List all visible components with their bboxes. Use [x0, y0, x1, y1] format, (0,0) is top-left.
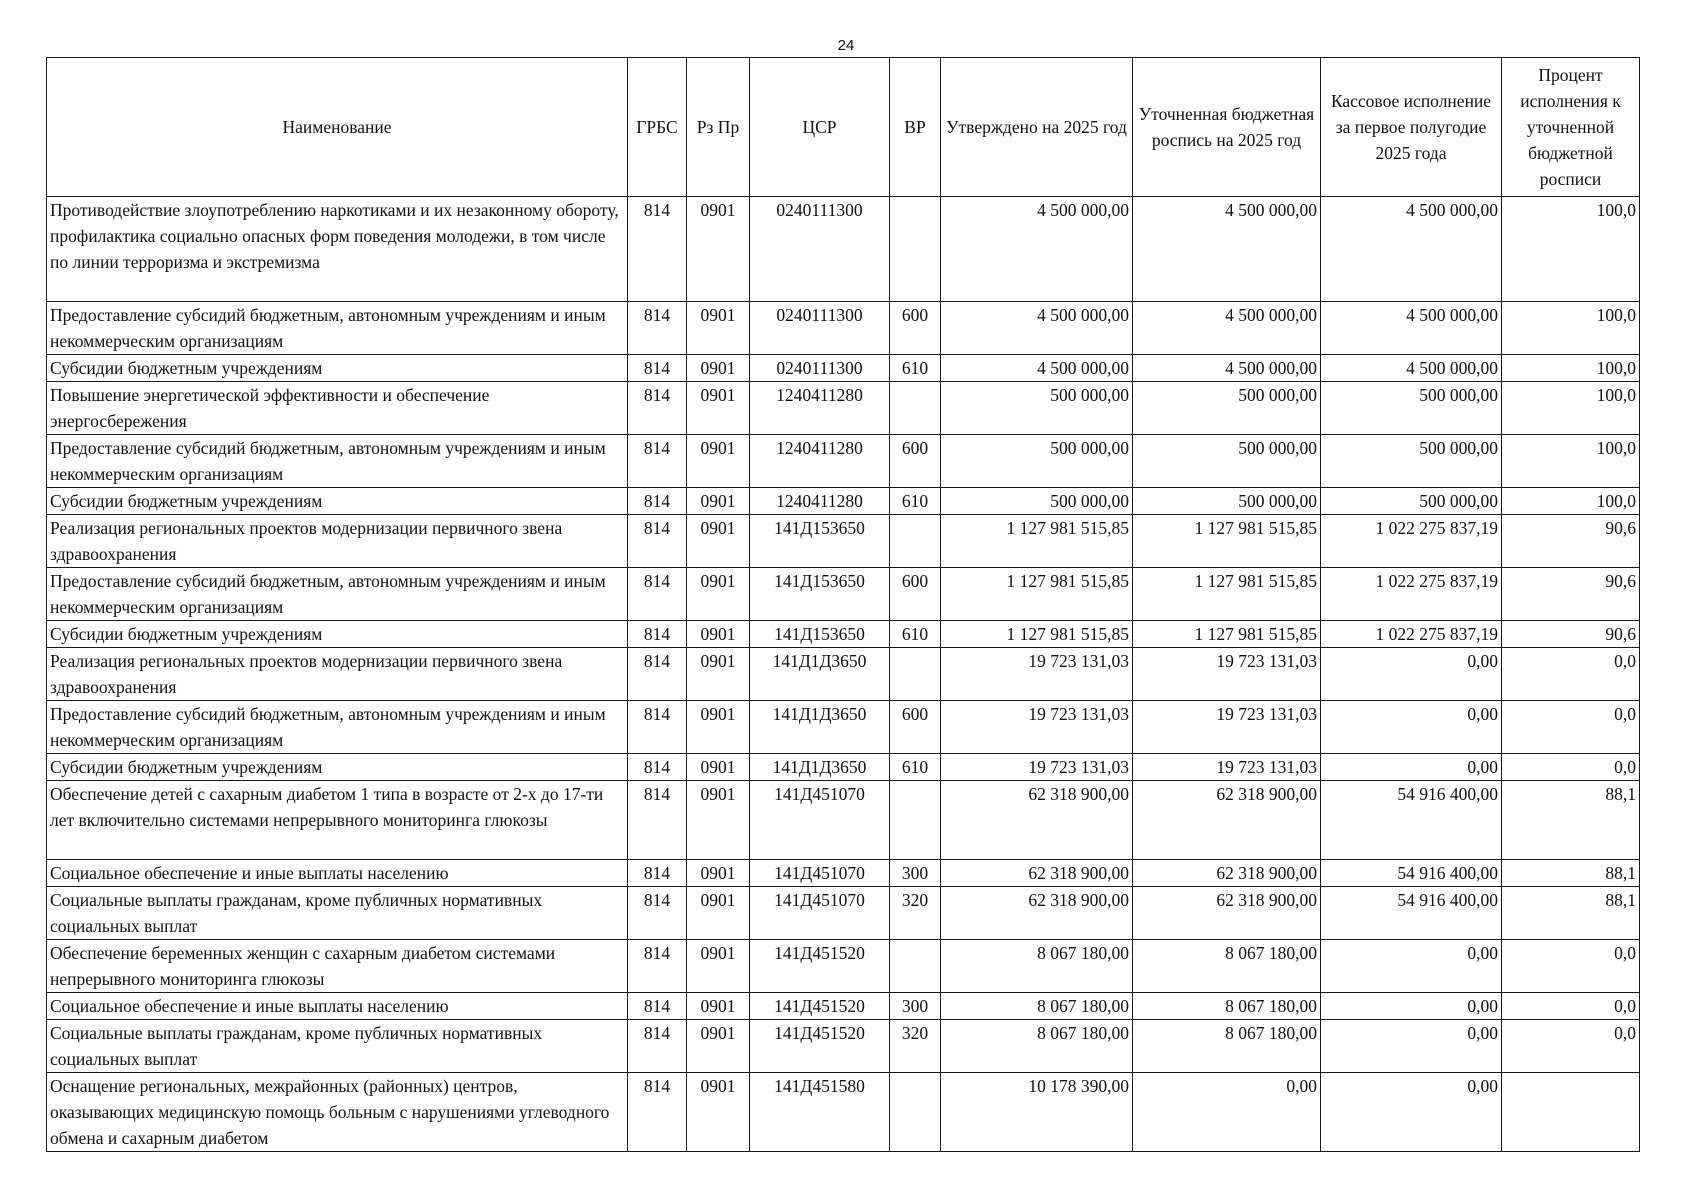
- table-row: [47, 754, 1640, 781]
- cell-name: Социальные выплаты гражданам, кроме публичных нормативных социальных выплат: [47, 887, 628, 940]
- cell-approved: 19 723 131,03: [941, 701, 1133, 754]
- cell-rzpr: 0901: [687, 887, 750, 940]
- cell-name: Повышение энергетической эффективности и обеспечение энергосбережения: [47, 382, 628, 435]
- cell-refined: 500 000,00: [1133, 488, 1321, 515]
- cell-approved: 1 127 981 515,85: [941, 568, 1133, 621]
- table-row: [47, 382, 1640, 435]
- cell-executed: 500 000,00: [1321, 488, 1502, 515]
- cell-vr: 300: [890, 860, 941, 887]
- cell-approved: 19 723 131,03: [941, 648, 1133, 701]
- cell-percent: 88,1: [1502, 887, 1640, 940]
- table-row: [47, 887, 1640, 940]
- cell-name: Предоставление субсидий бюджетным, автономным учреждениям и иным некоммерческим организациям: [47, 701, 628, 754]
- cell-csr: 1240411280: [750, 382, 890, 435]
- cell-csr: 141Д153650: [750, 568, 890, 621]
- cell-grbs: 814: [628, 1020, 687, 1073]
- cell-percent: 100,0: [1502, 197, 1640, 302]
- header-rzpr: Рз Пр: [687, 58, 750, 197]
- cell-vr: [890, 1073, 941, 1152]
- header-csr: ЦСР: [750, 58, 890, 197]
- cell-executed: 0,00: [1321, 701, 1502, 754]
- cell-approved: 500 000,00: [941, 488, 1133, 515]
- cell-grbs: 814: [628, 435, 687, 488]
- cell-vr: [890, 940, 941, 993]
- table-body: [47, 197, 1640, 1152]
- cell-percent: [1502, 1073, 1640, 1152]
- cell-executed: 1 022 275 837,19: [1321, 515, 1502, 568]
- cell-grbs: 814: [628, 1073, 687, 1152]
- cell-percent: 0,0: [1502, 1020, 1640, 1073]
- cell-vr: 610: [890, 754, 941, 781]
- cell-vr: 610: [890, 621, 941, 648]
- cell-refined: 4 500 000,00: [1133, 197, 1321, 302]
- table-row: [47, 568, 1640, 621]
- cell-name: Субсидии бюджетным учреждениям: [47, 621, 628, 648]
- cell-name: Субсидии бюджетным учреждениям: [47, 355, 628, 382]
- cell-percent: 0,0: [1502, 940, 1640, 993]
- cell-csr: 141Д451070: [750, 781, 890, 860]
- table-row: [47, 197, 1640, 302]
- cell-name: Предоставление субсидий бюджетным, автономным учреждениям и иным некоммерческим организациям: [47, 568, 628, 621]
- cell-csr: 141Д451520: [750, 993, 890, 1020]
- cell-csr: 141Д451580: [750, 1073, 890, 1152]
- table-row: [47, 1073, 1640, 1152]
- cell-csr: 1240411280: [750, 435, 890, 488]
- cell-rzpr: 0901: [687, 435, 750, 488]
- table-row: [47, 648, 1640, 701]
- cell-rzpr: 0901: [687, 621, 750, 648]
- cell-executed: 0,00: [1321, 940, 1502, 993]
- cell-refined: 4 500 000,00: [1133, 355, 1321, 382]
- cell-grbs: 814: [628, 382, 687, 435]
- cell-executed: 54 916 400,00: [1321, 860, 1502, 887]
- table-row: [47, 355, 1640, 382]
- cell-name: Обеспечение беременных женщин с сахарным диабетом системами непрерывного мониторинга глюкозы: [47, 940, 628, 993]
- cell-refined: 500 000,00: [1133, 382, 1321, 435]
- cell-name: Противодействие злоупотреблению наркотиками и их незаконному обороту, профилактика социально опасных форм поведения молодежи, в том числе по линии терроризма и экстремизма: [47, 197, 628, 302]
- cell-executed: 500 000,00: [1321, 435, 1502, 488]
- cell-rzpr: 0901: [687, 355, 750, 382]
- cell-rzpr: 0901: [687, 940, 750, 993]
- cell-csr: 141Д451070: [750, 860, 890, 887]
- cell-vr: 600: [890, 568, 941, 621]
- cell-name: Социальное обеспечение и иные выплаты населению: [47, 993, 628, 1020]
- cell-vr: [890, 781, 941, 860]
- cell-refined: 4 500 000,00: [1133, 302, 1321, 355]
- header-name: Наименование: [47, 58, 628, 197]
- cell-rzpr: 0901: [687, 860, 750, 887]
- cell-grbs: 814: [628, 701, 687, 754]
- cell-executed: 1 022 275 837,19: [1321, 621, 1502, 648]
- cell-percent: 90,6: [1502, 621, 1640, 648]
- cell-approved: 4 500 000,00: [941, 302, 1133, 355]
- cell-csr: 141Д451070: [750, 887, 890, 940]
- cell-approved: 500 000,00: [941, 435, 1133, 488]
- cell-approved: 1 127 981 515,85: [941, 515, 1133, 568]
- table-header: [47, 58, 1640, 197]
- cell-percent: 88,1: [1502, 781, 1640, 860]
- cell-csr: 1240411280: [750, 488, 890, 515]
- cell-executed: 500 000,00: [1321, 382, 1502, 435]
- cell-vr: 610: [890, 355, 941, 382]
- header-approved: Утверждено на 2025 год: [941, 58, 1133, 197]
- cell-refined: 62 318 900,00: [1133, 781, 1321, 860]
- cell-executed: 54 916 400,00: [1321, 887, 1502, 940]
- cell-percent: 100,0: [1502, 382, 1640, 435]
- cell-refined: 62 318 900,00: [1133, 887, 1321, 940]
- cell-percent: 0,0: [1502, 648, 1640, 701]
- table-row: [47, 515, 1640, 568]
- cell-grbs: 814: [628, 355, 687, 382]
- cell-executed: 0,00: [1321, 1073, 1502, 1152]
- table-row: [47, 940, 1640, 993]
- cell-approved: 500 000,00: [941, 382, 1133, 435]
- cell-csr: 0240111300: [750, 197, 890, 302]
- cell-rzpr: 0901: [687, 197, 750, 302]
- table-row: [47, 701, 1640, 754]
- cell-rzpr: 0901: [687, 1073, 750, 1152]
- cell-percent: 0,0: [1502, 754, 1640, 781]
- cell-csr: 141Д1Д3650: [750, 701, 890, 754]
- cell-grbs: 814: [628, 568, 687, 621]
- cell-refined: 19 723 131,03: [1133, 701, 1321, 754]
- cell-name: Субсидии бюджетным учреждениям: [47, 488, 628, 515]
- cell-percent: 100,0: [1502, 355, 1640, 382]
- cell-refined: 1 127 981 515,85: [1133, 515, 1321, 568]
- cell-vr: 320: [890, 887, 941, 940]
- cell-vr: [890, 515, 941, 568]
- cell-approved: 8 067 180,00: [941, 1020, 1133, 1073]
- table-row: [47, 993, 1640, 1020]
- cell-percent: 90,6: [1502, 568, 1640, 621]
- cell-approved: 19 723 131,03: [941, 754, 1133, 781]
- cell-name: Социальное обеспечение и иные выплаты населению: [47, 860, 628, 887]
- cell-approved: 1 127 981 515,85: [941, 621, 1133, 648]
- cell-refined: 500 000,00: [1133, 435, 1321, 488]
- cell-executed: 0,00: [1321, 648, 1502, 701]
- cell-executed: 4 500 000,00: [1321, 302, 1502, 355]
- cell-rzpr: 0901: [687, 754, 750, 781]
- cell-executed: 0,00: [1321, 754, 1502, 781]
- header-grbs: ГРБС: [628, 58, 687, 197]
- table-row: [47, 621, 1640, 648]
- cell-approved: 8 067 180,00: [941, 993, 1133, 1020]
- cell-name: Реализация региональных проектов модернизации первичного звена здравоохранения: [47, 648, 628, 701]
- cell-rzpr: 0901: [687, 568, 750, 621]
- cell-percent: 88,1: [1502, 860, 1640, 887]
- page-number: 24: [837, 37, 855, 54]
- header-percent: Процент исполнения к уточненной бюджетной росписи: [1502, 58, 1640, 197]
- cell-csr: 0240111300: [750, 355, 890, 382]
- cell-grbs: 814: [628, 515, 687, 568]
- cell-grbs: 814: [628, 621, 687, 648]
- cell-rzpr: 0901: [687, 488, 750, 515]
- table-row: [47, 1020, 1640, 1073]
- cell-csr: 141Д153650: [750, 515, 890, 568]
- cell-csr: 0240111300: [750, 302, 890, 355]
- cell-refined: 8 067 180,00: [1133, 940, 1321, 993]
- cell-vr: 600: [890, 435, 941, 488]
- table-row: [47, 488, 1640, 515]
- cell-refined: 1 127 981 515,85: [1133, 621, 1321, 648]
- cell-executed: 0,00: [1321, 1020, 1502, 1073]
- cell-name: Обеспечение детей с сахарным диабетом 1 типа в возрасте от 2-х до 17-ти лет включительно системами непрерывного мониторинга глюкозы: [47, 781, 628, 860]
- cell-rzpr: 0901: [687, 515, 750, 568]
- cell-vr: 600: [890, 701, 941, 754]
- cell-refined: 19 723 131,03: [1133, 648, 1321, 701]
- cell-csr: 141Д451520: [750, 1020, 890, 1073]
- table-row: [47, 302, 1640, 355]
- cell-rzpr: 0901: [687, 701, 750, 754]
- table-row: [47, 435, 1640, 488]
- header-row: [47, 58, 1640, 197]
- cell-rzpr: 0901: [687, 993, 750, 1020]
- cell-percent: 100,0: [1502, 302, 1640, 355]
- cell-executed: 54 916 400,00: [1321, 781, 1502, 860]
- cell-grbs: 814: [628, 648, 687, 701]
- cell-name: Субсидии бюджетным учреждениям: [47, 754, 628, 781]
- cell-approved: 4 500 000,00: [941, 197, 1133, 302]
- cell-rzpr: 0901: [687, 781, 750, 860]
- cell-vr: 300: [890, 993, 941, 1020]
- cell-csr: 141Д451520: [750, 940, 890, 993]
- cell-rzpr: 0901: [687, 382, 750, 435]
- cell-vr: 320: [890, 1020, 941, 1073]
- cell-name: Предоставление субсидий бюджетным, автономным учреждениям и иным некоммерческим организациям: [47, 435, 628, 488]
- cell-percent: 100,0: [1502, 435, 1640, 488]
- cell-grbs: 814: [628, 754, 687, 781]
- cell-refined: 8 067 180,00: [1133, 1020, 1321, 1073]
- cell-rzpr: 0901: [687, 648, 750, 701]
- cell-executed: 1 022 275 837,19: [1321, 568, 1502, 621]
- cell-grbs: 814: [628, 860, 687, 887]
- cell-refined: 1 127 981 515,85: [1133, 568, 1321, 621]
- cell-approved: 4 500 000,00: [941, 355, 1133, 382]
- cell-refined: 19 723 131,03: [1133, 754, 1321, 781]
- cell-percent: 100,0: [1502, 488, 1640, 515]
- cell-grbs: 814: [628, 887, 687, 940]
- cell-approved: 62 318 900,00: [941, 887, 1133, 940]
- cell-csr: 141Д153650: [750, 621, 890, 648]
- cell-refined: 0,00: [1133, 1073, 1321, 1152]
- cell-csr: 141Д1Д3650: [750, 648, 890, 701]
- cell-name: Оснащение региональных, межрайонных (районных) центров, оказывающих медицинскую помощь больным с нарушениями углеводного обмена и сахарным диабетом: [47, 1073, 628, 1152]
- cell-grbs: 814: [628, 197, 687, 302]
- cell-grbs: 814: [628, 993, 687, 1020]
- cell-percent: 0,0: [1502, 701, 1640, 754]
- cell-grbs: 814: [628, 940, 687, 993]
- cell-grbs: 814: [628, 302, 687, 355]
- cell-executed: 4 500 000,00: [1321, 355, 1502, 382]
- cell-vr: 610: [890, 488, 941, 515]
- cell-vr: [890, 382, 941, 435]
- cell-percent: 0,0: [1502, 993, 1640, 1020]
- cell-vr: [890, 648, 941, 701]
- table-row: [47, 860, 1640, 887]
- cell-name: Предоставление субсидий бюджетным, автономным учреждениям и иным некоммерческим организациям: [47, 302, 628, 355]
- cell-refined: 8 067 180,00: [1133, 993, 1321, 1020]
- table-row: [47, 781, 1640, 860]
- cell-approved: 8 067 180,00: [941, 940, 1133, 993]
- cell-refined: 62 318 900,00: [1133, 860, 1321, 887]
- cell-rzpr: 0901: [687, 302, 750, 355]
- cell-vr: [890, 197, 941, 302]
- cell-csr: 141Д1Д3650: [750, 754, 890, 781]
- budget-execution-table: [46, 57, 1640, 1152]
- cell-vr: 600: [890, 302, 941, 355]
- cell-grbs: 814: [628, 781, 687, 860]
- cell-executed: 4 500 000,00: [1321, 197, 1502, 302]
- cell-rzpr: 0901: [687, 1020, 750, 1073]
- cell-name: Реализация региональных проектов модернизации первичного звена здравоохранения: [47, 515, 628, 568]
- cell-approved: 10 178 390,00: [941, 1073, 1133, 1152]
- header-refined: Уточненная бюджетная роспись на 2025 год: [1133, 58, 1321, 197]
- cell-approved: 62 318 900,00: [941, 781, 1133, 860]
- header-vr: ВР: [890, 58, 941, 197]
- header-executed: Кассовое исполнение за первое полугодие 2025 года: [1321, 58, 1502, 197]
- cell-name: Социальные выплаты гражданам, кроме публичных нормативных социальных выплат: [47, 1020, 628, 1073]
- cell-grbs: 814: [628, 488, 687, 515]
- cell-approved: 62 318 900,00: [941, 860, 1133, 887]
- cell-percent: 90,6: [1502, 515, 1640, 568]
- cell-executed: 0,00: [1321, 993, 1502, 1020]
